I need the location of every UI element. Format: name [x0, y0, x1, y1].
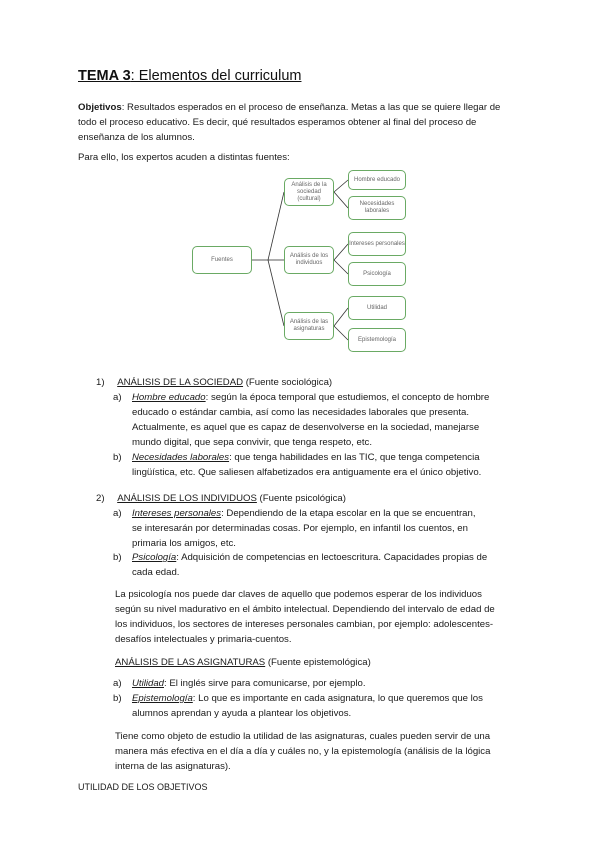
paragraph-line: según su nivel madurativo en el ámbito intelectual. Dependiendo del intervalo de edad de	[115, 604, 495, 615]
diagram-leaf-intereses: Intereses personales	[348, 232, 406, 256]
diagram-leaf-hombre-educado: Hombre educado	[348, 170, 406, 190]
sources-diagram	[188, 160, 420, 360]
diagram-leaf-utilidad: Utilidad	[348, 296, 406, 320]
objetivos-line-3: enseñanza de los alumnos.	[78, 132, 195, 143]
connector-leaf-2	[334, 192, 348, 208]
item-line: alumnos aprendan y ayuda a plantear los objetivos.	[132, 708, 352, 719]
item-line: mundo digital, que sepa convivir, que tenga respeto, etc.	[132, 437, 372, 448]
paragraph-line: desafíos intelectuales y primaria-cuentos.	[115, 634, 292, 645]
connector-leaf-6	[334, 326, 348, 340]
paragraph-line: los individuos, los sectores de intereses personales cambian, por ejemplo: adolescentes-	[115, 619, 494, 630]
paragraph-line: La psicología nos puede dar claves de aquello que podemos esperar de los individuos	[115, 589, 482, 600]
section-3-title: ANÁLISIS DE LAS ASIGNATURAS	[115, 657, 266, 668]
section-3-paragraph	[115, 729, 545, 774]
paragraph-line: manera más efectiva en el día a día y cuáles no, y la epistemología (análisis de la lógica	[115, 746, 491, 757]
diagram-root: Fuentes	[192, 246, 252, 274]
paragraph-line: interna de las asignaturas).	[115, 761, 231, 772]
connector-leaf-3	[334, 244, 348, 260]
item-line: : Dependiendo de la etapa escolar en la que se encuentran,	[221, 508, 476, 519]
section-3-item-b	[113, 691, 533, 721]
connector-leaf-1	[334, 180, 348, 192]
item-line: Actualmente, es aquel que es capaz de desenvolverse en la sociedad, manejarse	[132, 422, 480, 433]
section-1-heading	[96, 375, 332, 390]
item-marker: a)	[113, 678, 122, 689]
item-line: lingüística, etc. Que saliesen alfabetizados era antiguamente era el único objetivo.	[132, 467, 482, 478]
section-3-source: (Fuente epistemológica)	[265, 657, 371, 668]
diagram-branch-individuos: Análisis de los individuos	[284, 246, 334, 274]
section-2-paragraph	[115, 587, 545, 647]
section-2-heading	[96, 491, 346, 506]
item-marker: b)	[113, 693, 122, 704]
section-1-number: 1)	[96, 377, 105, 388]
term-psicologia: Psicología	[132, 552, 177, 563]
title-text: : Elementos del curriculum	[130, 68, 302, 84]
term-utilidad: Utilidad	[132, 678, 164, 689]
footer-heading: UTILIDAD DE LOS OBJETIVOS	[78, 782, 208, 792]
diagram-branch-sociedad: Análisis de la sociedad (cultural)	[284, 178, 334, 206]
item-line: : Adquisición de competencias en lectoescritura. Capacidades propias de	[176, 552, 488, 563]
section-1-item-a	[113, 390, 533, 450]
section-2-item-b	[113, 550, 533, 580]
objetivos-line-1: : Resultados esperados en el proceso de enseñanza. Metas a las que se quiere llegar de	[121, 102, 501, 113]
item-marker: b)	[113, 452, 122, 463]
item-line: primaria los amigos, etc.	[132, 538, 236, 549]
section-2-source: (Fuente psicológica)	[256, 493, 346, 504]
section-3-item-a	[113, 676, 533, 691]
objetivos-line-2: todo el proceso educativo. Es decir, qué resultados esperamos obtener al final del proceso de	[78, 117, 477, 128]
diagram-leaf-psicologia: Psicología	[348, 262, 406, 286]
section-1-item-b	[113, 450, 533, 480]
title-number: TEMA 3	[78, 68, 131, 84]
item-line: se interesarán por determinadas cosas. Por ejemplo, en infantil los cuentos, en	[132, 523, 468, 534]
item-marker: a)	[113, 508, 122, 519]
objetivos-label: Objetivos	[78, 102, 122, 113]
item-line: : que tenga habilidades en las TIC, que tenga competencia	[229, 452, 480, 463]
paragraph-line: Tiene como objeto de estudio la utilidad de las asignaturas, cuales pueden servir de una	[115, 731, 491, 742]
item-line: : El inglés sirve para comunicarse, por ejemplo.	[164, 678, 366, 689]
connector-leaf-4	[334, 260, 348, 274]
item-line: educado o estándar cambia, así como las necesidades laborales que presenta.	[132, 407, 470, 418]
diagram-branch-asignaturas: Análisis de las asignaturas	[284, 312, 334, 340]
section-2-number: 2)	[96, 493, 105, 504]
item-line: : Lo que es importante en cada asignatura, lo que queremos que los	[192, 693, 483, 704]
connector-leaf-5	[334, 308, 348, 326]
connector-branch-3	[268, 260, 284, 326]
objetivos-paragraph	[78, 100, 538, 145]
connector-branch-1	[268, 192, 284, 260]
item-line: : según la época temporal que estudiemos, el concepto de hombre	[205, 392, 490, 403]
term-necesidades-laborales: Necesidades laborales	[132, 452, 230, 463]
section-1-source: (Fuente sociológica)	[243, 377, 333, 388]
intro-line: Para ello, los expertos acuden a distintas fuentes:	[78, 152, 290, 163]
diagram-leaf-epistemologia: Epistemología	[348, 328, 406, 352]
section-3-heading	[115, 655, 371, 670]
section-2-title: ANÁLISIS DE LOS INDIVIDUOS	[117, 493, 257, 504]
term-intereses-personales: Intereses personales	[132, 508, 222, 519]
section-1-title: ANÁLISIS DE LA SOCIEDAD	[117, 377, 244, 388]
item-marker: b)	[113, 552, 122, 563]
term-hombre-educado: Hombre educado	[132, 392, 206, 403]
item-line: cada edad.	[132, 567, 180, 578]
section-2-item-a	[113, 506, 533, 551]
page-title	[78, 68, 301, 84]
term-epistemologia: Epistemología	[132, 693, 193, 704]
item-marker: a)	[113, 392, 122, 403]
diagram-leaf-necesidades: Necesidades laborales	[348, 196, 406, 220]
